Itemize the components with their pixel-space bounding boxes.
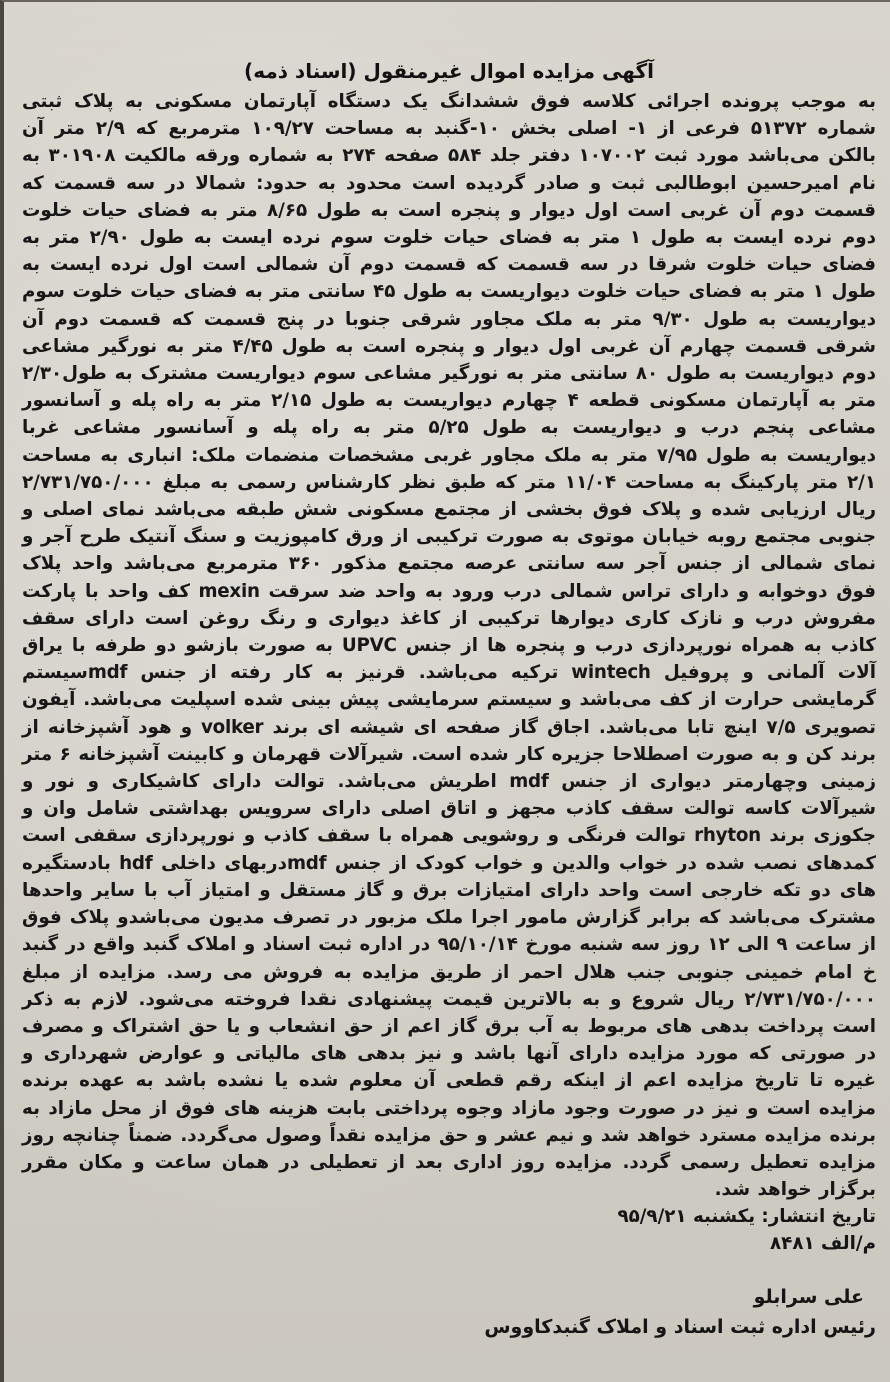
ad-title: آگهی مزایده اموال غیرمنقول (اسناد ذمه)	[244, 59, 654, 83]
publish-date: تاریخ انتشار: یکشنبه ۹۵/۹/۲۱	[617, 1206, 876, 1228]
ad-paragraph: به موجب پرونده اجرائی کلاسه فوق ششدانگ یک دستگاه آپارتمان مسکونی به پلاک ثبتی شماره ۵۱۳۷۲ فرعی از ۱- اصلی بخش ۱۰-گنبد به مساحت ۱۰۹/۲۷ مترمربع که ۲/۹ متر آن بالکن می‌باشد مورد ثبت ۱۰۷۰۰۲ دفتر جلد ۵۸۴ صفحه ۲۷۴ به شماره ورقه مالکیت ۳۰۱۹۰۸ به نام امیرحسین ابوطالبی ثبت و صادر گردیده است محدود به حدود: شمالا در سه قسمت که قسمت دوم آن غربی است اول دیوار و پنجره است به طول ۸/۶۵ متر به فضای حیات خلوت دوم نرده ایست به طول ۱ متر به فضای حیات خلوت سوم نرده ایست به طول ۲/۹۰ متر به فضای حیات خلوت شرقا در سه قسمت که قسمت دوم آن شمالی است اول نرده ایست به طول ۱ متر به فضای حیات خلوت دیواریست به طول ۴۵ سانتی متر به فضای حیات خلوت سوم دیواریست به طول ۹/۳۰ متر به ملک مجاور شرقی جنوبا در پنج قسمت که قسمت دوم آن شرقی قسمت چهارم آن غربی اول دیوار و پنجره است به طول ۴/۴۵ متر به نورگیر مشاعی دوم دیواریست به طول ۸۰ سانتی متر به نورگیر مشاعی سوم دیواریست مشترک به طول۲/۳۰ متر به آپارتمان مسکونی قطعه ۴ چهارم دیواریست به طول ۲/۱۵ متر به راه پله و آسانسور مشاعی پنجم درب و دیواریست به طول ۵/۲۵ متر به راه پله و آسانسور مشاعی غربا دیواریست به طول ۷/۹۵ متر به ملک مجاور غربی مشخصات منضمات ملک: انباری به مساحت ۲/۱ متر پارکینگ به مساحت ۱۱/۰۴ متر که طبق نظر کارشناس رسمی به مبلغ ۲/۷۳۱/۷۵۰/۰۰۰ ریال ارزیابی شده و پلاک فوق بخشی از مجتمع مسکونی شش طبقه می‌باشد نمای اصلی و جنوبی مجتمع روبه خیابان موتوی به صورت ترکیبی از ورق کامپوزیت و سنگ آنتیک طرح آجر و نمای شمالی از جنس آجر سه سانتی عرصه مجتمع مذکور ۳۶۰ مترمربع می‌باشد واحد پلاک فوق دوخوابه و دارای تراس شمالی درب ورود به واحد ضد سرقت mexin کف واحد با پارکت مفروش درب و نازک کاری دیوارها ترکیبی از کاغذ دیواری و رنگ روغن است دارای سقف کاذب به همراه نورپردازی درب و پنجره ها از جنس UPVC به صورت بازشو دو طرفه با یراق آلات آلمانی و پروفیل wintech ترکیه می‌باشد. قرنیز به کار رفته از جنس mdfسیستم گرمایشی حرارت از کف می‌باشد و سیستم سرمایشی پیش بینی شده اسپلیت می‌باشد. آیفون تصویری ۷/۵ اینچ تابا می‌باشد. اجاق گاز صفحه ای شیشه ای برند volker و هود آشپزخانه از برند کن و به صورت اصطلاحا جزیره کار شده است. شیرآلات قهرمان و کابینت آشپزخانه ۶ متر زمینی وچهارمتر دیواری از جنس mdf اطریش می‌باشد. توالت دارای کاشیکاری و نور و شیرآلات کاسه توالت سقف کاذب مجهز و اتاق اصلی دارای سرویس بهداشتی شامل وان و جکوزی برند rhyton توالت فرنگی و روشویی همراه با سقف کاذب و نورپردازی سقفی است کمدهای نصب شده در خواب والدین و خواب کودک از جنس mdfدربهای داخلی hdf بادستگیره های دو تکه خارجی است واحد دارای امتیازات برق و گاز مستقل و امتیاز آب با سایر واحدها مشترک می‌باشد که برابر گزارش مامور اجرا ملک مزبور در تصرف مدیون می‌باشدو پلاک فوق از ساعت ۹ الی ۱۲ روز سه شنبه مورخ ۹۵/۱۰/۱۴ در اداره ثبت اسناد و املاک گنبد واقع در گنبد خ امام خمینی جنوبی جنب هلال احمر از طریق مزایده به فروش می رسد. مزایده از مبلغ ۲/۷۳۱/۷۵۰/۰۰۰ ریال شروع و به بالاترین قیمت پیشنهادی نقدا فروخته می‌شود. لازم به ذکر است پرداخت بدهی های مربوط به آب برق گاز اعم از حق انشعاب و یا حق اشتراک و مصرف در صورتی که مورد مزایده دارای آنها باشد و نیز بدهی های مالیاتی و عوارض شهرداری و غیره تا تاریخ مزایده اعم از اینکه رقم قطعی آن معلوم شده یا نشده باشد به عهده برنده مزایده است و نیز در صورت وجود مازاد وجوه پرداختی بابت هزینه های فوق از محل مازاد به برنده مزایده مسترد خواهد شد و نیم عشر و حق مزایده نقداً وصول می‌گردد. ضمناً چنانچه روز مزایده تعطیل رسمی گردد. مزایده روز اداری بعد از تعطیلی در همان ساعت و مکان مقرر برگزار خواهد شد.	[22, 91, 877, 1201]
signer-title: رئیس اداره ثبت اسناد و املاک گنبدکاووس	[484, 1316, 876, 1339]
ad-body	[22, 88, 876, 1203]
signature-block	[22, 1282, 876, 1342]
reference-number: م/الف ۸۴۸۱	[770, 1233, 876, 1255]
signer-name: علی سرابلو	[753, 1286, 864, 1309]
